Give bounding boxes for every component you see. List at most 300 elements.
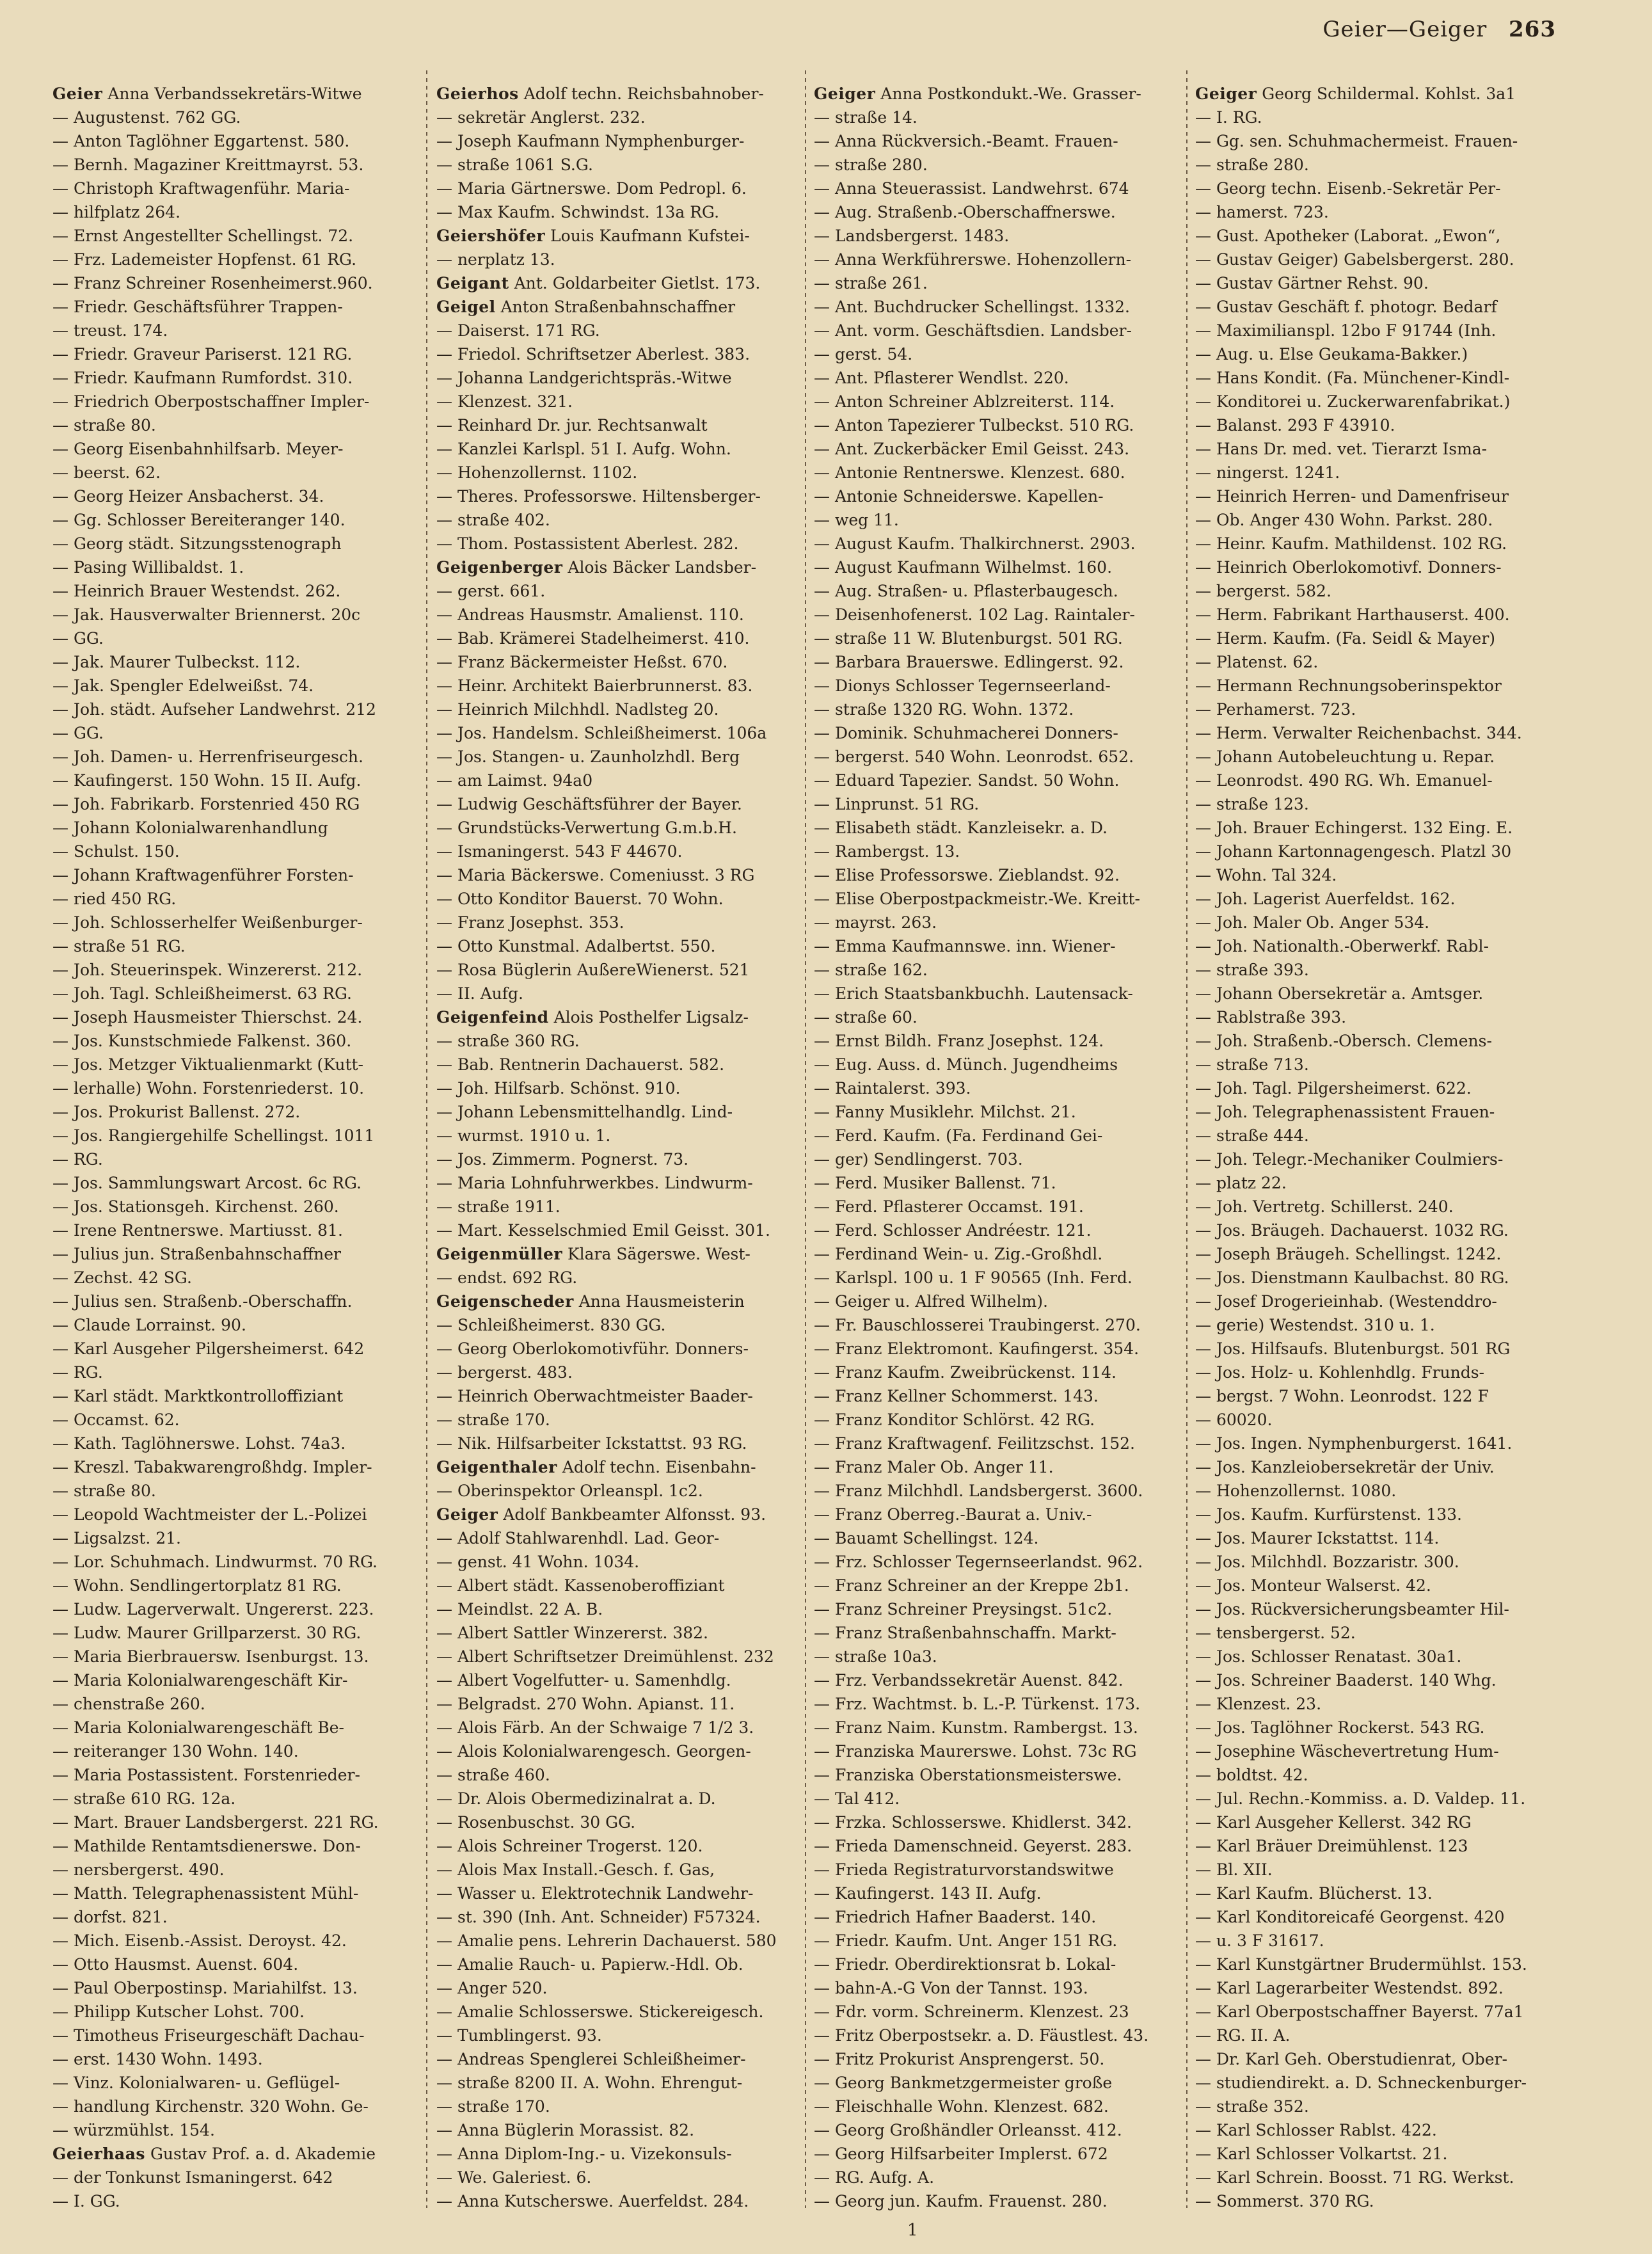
- directory-entry: [436, 1053, 795, 1076]
- directory-entry: [814, 342, 1172, 366]
- directory-entry: [52, 1574, 411, 1597]
- directory-entry: [1195, 1171, 1553, 1195]
- entry-text: Friedr. Kaufmann Rumfordst. 310.: [73, 369, 353, 387]
- directory-entry: [52, 177, 411, 200]
- surname-entry: [1195, 82, 1553, 106]
- entry-text: II. Aufg.: [457, 984, 523, 1003]
- entry-text: Johann Kolonialwarenhandlung: [73, 819, 328, 837]
- directory-entry: [814, 863, 1172, 887]
- directory-entry: [814, 1337, 1172, 1361]
- entry-text: Schulst. 150.: [73, 842, 180, 861]
- directory-entry: [436, 674, 795, 698]
- directory-entry: [814, 627, 1172, 650]
- entry-text: Tumblingerst. 93.: [457, 2026, 602, 2045]
- entry-text: Alois Kolonialwarengesch. Georgen-: [457, 1742, 751, 1761]
- entry-text: Maria Bäckerswe. Comeniusst. 3 RG: [457, 866, 755, 884]
- entry-text: straße 51 RG.: [73, 937, 186, 955]
- directory-entry: [814, 1432, 1172, 1455]
- entry-text: Claude Lorrainst. 90.: [73, 1316, 246, 1334]
- entry-text: Joh. Brauer Echingerst. 132 Eing. E.: [1216, 819, 1513, 837]
- directory-entry: [814, 1005, 1172, 1029]
- directory-entry: [814, 1290, 1172, 1313]
- directory-entry: [1195, 816, 1553, 840]
- directory-entry: [52, 129, 411, 153]
- surname-entry: [436, 224, 795, 248]
- entry-text: hilfplatz 264.: [73, 203, 181, 221]
- directory-entry: [436, 177, 795, 200]
- page-title: Geier—Geiger: [1322, 17, 1488, 42]
- entry-text: Ant. Buchdrucker Schellingst. 1332.: [834, 298, 1130, 316]
- directory-entry: [1195, 1834, 1553, 1858]
- entry-text: Gustav Gärtner Rehst. 90.: [1216, 274, 1429, 292]
- entry-text: Anna Büglerin Morassist. 82.: [457, 2121, 695, 2139]
- entry-text: Karl städt. Marktkontrolloffiziant: [73, 1387, 344, 1405]
- directory-entry: [814, 1455, 1172, 1479]
- directory-entry: [52, 224, 411, 248]
- directory-entry: [1195, 2047, 1553, 2071]
- entry-text: RG.: [73, 1363, 103, 1382]
- directory-entry: [52, 1195, 411, 1219]
- surname-heading: Geigenthaler: [436, 1458, 557, 1476]
- directory-entry: [814, 816, 1172, 840]
- directory-entry: [814, 1124, 1172, 1147]
- surname-heading: Geier: [52, 84, 103, 103]
- directory-entry: [436, 1361, 795, 1384]
- entry-text: Reinhard Dr. jur. Rechtsanwalt: [457, 416, 708, 435]
- entry-text: Bl. XII.: [1216, 1860, 1273, 1879]
- directory-entry: [436, 532, 795, 556]
- directory-entry: [1195, 1929, 1553, 1953]
- directory-entry: [52, 248, 411, 271]
- directory-entry: [814, 1621, 1172, 1645]
- entry-text: Platenst. 62.: [1216, 653, 1319, 671]
- directory-entry: [52, 556, 411, 579]
- entry-text: Adolf techn. Reichsbahnober-: [523, 84, 764, 103]
- entry-text: genst. 41 Wohn. 1034.: [457, 1553, 640, 1571]
- entry-text: Tal 412.: [834, 1789, 900, 1808]
- directory-entry: [52, 745, 411, 769]
- entry-text: Ludwig Geschäftsführer der Bayer.: [457, 795, 742, 813]
- directory-entry: [814, 153, 1172, 177]
- entry-text: Amalie Rauch- u. Papierw.-Hdl. Ob.: [457, 1955, 743, 1974]
- directory-entry: [436, 319, 795, 342]
- entry-text: Franziska Oberstationsmeisterswe.: [834, 1766, 1122, 1784]
- directory-entry: [1195, 1787, 1553, 1810]
- directory-entry: [52, 1290, 411, 1313]
- entry-text: Jos. Rückversicherungsbeamter Hil-: [1216, 1600, 1509, 1619]
- entry-text: Jos. Taglöhner Rockerst. 543 RG.: [1216, 1718, 1485, 1737]
- directory-entry: [52, 579, 411, 603]
- entry-text: Kaufingerst. 143 II. Aufg.: [834, 1884, 1042, 1903]
- directory-entry: [1195, 366, 1553, 390]
- directory-entry: [1195, 1337, 1553, 1361]
- entry-text: Jos. Maurer Ickstattst. 114.: [1216, 1529, 1440, 1547]
- entry-text: Ernst Angestellter Schellingst. 72.: [73, 227, 354, 245]
- directory-entry: [436, 745, 795, 769]
- entry-text: Ob. Anger 430 Wohn. Parkst. 280.: [1216, 511, 1493, 529]
- entry-text: Georg städt. Sitzungsstenograph: [73, 534, 342, 553]
- entry-text: Anger 520.: [457, 1979, 548, 1997]
- directory-column-2: [436, 82, 795, 2213]
- directory-entry: [1195, 1882, 1553, 1905]
- directory-entry: [1195, 982, 1553, 1005]
- entry-text: Franz Oberreg.-Baurat a. Univ.-: [834, 1505, 1092, 1524]
- entry-text: Aug. Straßen- u. Pflasterbaugesch.: [834, 582, 1118, 600]
- directory-entry: [814, 1929, 1172, 1953]
- directory-entry: [1195, 650, 1553, 674]
- directory-entry: [1195, 1100, 1553, 1124]
- entry-text: Jos. Ingen. Nymphenburgerst. 1641.: [1216, 1434, 1513, 1453]
- directory-entry: [1195, 342, 1553, 366]
- directory-entry: [1195, 1408, 1553, 1432]
- entry-text: Karl Oberpostschaffner Bayerst. 77a1: [1216, 2002, 1524, 2021]
- directory-entry: [436, 1384, 795, 1408]
- entry-text: Antonie Rentnerswe. Klenzest. 680.: [834, 463, 1125, 482]
- entry-text: Jos. Milchhdl. Bozzaristr. 300.: [1216, 1553, 1459, 1571]
- entry-text: Jos. Holz- u. Kohlenhdlg. Frunds-: [1216, 1363, 1484, 1382]
- surname-entry: [436, 82, 795, 106]
- directory-entry: [52, 1905, 411, 1929]
- entry-text: Friedol. Schriftsetzer Aberlest. 383.: [457, 345, 751, 364]
- directory-entry: [436, 106, 795, 129]
- directory-entry: [1195, 1905, 1553, 1929]
- entry-text: Jak. Maurer Tulbeckst. 112.: [73, 653, 301, 671]
- directory-entry: [52, 982, 411, 1005]
- directory-entry: [814, 271, 1172, 295]
- entry-text: Emma Kaufmannswe. inn. Wiener-: [834, 937, 1116, 955]
- directory-entry: [1195, 1597, 1553, 1621]
- entry-text: Karlspl. 100 u. 1 F 90565 (Inh. Ferd.: [834, 1268, 1132, 1287]
- directory-entry: [436, 1953, 795, 1976]
- entry-text: Anna Werkführerswe. Hohenzollern-: [834, 250, 1132, 269]
- entry-text: Antonie Schneiderswe. Kapellen-: [834, 487, 1104, 506]
- directory-entry: [436, 627, 795, 650]
- directory-entry: [814, 674, 1172, 698]
- directory-entry: [814, 1905, 1172, 1929]
- entry-text: Jos. Sammlungswart Arcost. 6c RG.: [73, 1174, 362, 1192]
- entry-text: Elisabeth städt. Kanzleisekr. a. D.: [834, 819, 1108, 837]
- entry-text: Schleißheimerst. 830 GG.: [457, 1316, 666, 1334]
- entry-text: Georg techn. Eisenb.-Sekretär Per-: [1216, 179, 1501, 198]
- entry-text: RG.: [73, 1150, 103, 1169]
- entry-text: Fleischhalle Wohn. Klenzest. 682.: [834, 2097, 1109, 2116]
- directory-entry: [1195, 1266, 1553, 1290]
- entry-text: Otto Kunstmal. Adalbertst. 550.: [457, 937, 716, 955]
- directory-entry: [436, 484, 795, 508]
- surname-entry: [436, 1455, 795, 1479]
- directory-entry: [52, 484, 411, 508]
- directory-entry: [52, 532, 411, 556]
- directory-entry: [436, 1668, 795, 1692]
- directory-entry: [436, 1124, 795, 1147]
- directory-entry: [52, 342, 411, 366]
- entry-text: Frzka. Schlosserswe. Khidlerst. 342.: [834, 1813, 1132, 1832]
- directory-entry: [436, 698, 795, 721]
- entry-text: Heinrich Oberwachtmeister Baader-: [457, 1387, 753, 1405]
- entry-text: Karl Bräuer Dreimühlenst. 123: [1216, 1837, 1468, 1855]
- entry-text: Maria Kolonialwarengeschäft Be-: [73, 1718, 344, 1737]
- directory-entry: [1195, 106, 1553, 129]
- directory-entry: [1195, 958, 1553, 982]
- entry-text: Perhamerst. 723.: [1216, 700, 1356, 719]
- directory-entry: [52, 1432, 411, 1455]
- page-footer-mark: 1: [907, 2221, 918, 2240]
- entry-text: Pasing Willibaldst. 1.: [73, 558, 244, 577]
- directory-entry: [1195, 934, 1553, 958]
- directory-entry: [436, 1550, 795, 1574]
- directory-entry: [1195, 153, 1553, 177]
- entry-text: straße 610 RG. 12a.: [73, 1789, 236, 1808]
- entry-text: straße 280.: [1216, 156, 1309, 174]
- entry-text: Julius sen. Straßenb.-Oberschaffn.: [73, 1292, 353, 1311]
- directory-entry: [814, 1361, 1172, 1384]
- directory-entry: [52, 627, 411, 650]
- directory-entry: [52, 840, 411, 863]
- entry-text: boldtst. 42.: [1216, 1766, 1308, 1784]
- entry-text: Hohenzollernst. 1102.: [457, 463, 638, 482]
- directory-entry: [814, 129, 1172, 153]
- directory-column-4: [1195, 82, 1553, 2213]
- directory-entry: [1195, 579, 1553, 603]
- entry-text: Timotheus Friseurgeschäft Dachau-: [73, 2026, 365, 2045]
- entry-text: Johann Kraftwagenführer Forsten-: [73, 866, 354, 884]
- directory-entry: [52, 2166, 411, 2189]
- entry-text: Anton Tapezierer Tulbeckst. 510 RG.: [834, 416, 1134, 435]
- directory-entry: [436, 1976, 795, 2000]
- entry-text: Landsbergerst. 1483.: [834, 227, 1010, 245]
- entry-text: endst. 692 RG.: [457, 1268, 578, 1287]
- entry-text: Julius jun. Straßenbahnschaffner: [73, 1245, 341, 1263]
- directory-entry: [52, 2095, 411, 2118]
- directory-entry: [436, 1787, 795, 1810]
- directory-entry: [1195, 1479, 1553, 1503]
- entry-text: RG. II. A.: [1216, 2026, 1291, 2045]
- entry-text: Friedrich Oberpostschaffner Impler-: [73, 392, 370, 411]
- directory-entry: [436, 1929, 795, 1953]
- directory-entry: [814, 295, 1172, 319]
- entry-text: Jos. Monteur Walserst. 42.: [1216, 1576, 1431, 1595]
- entry-text: Herm. Fabrikant Harthauserst. 400.: [1216, 605, 1510, 624]
- entry-text: Maria Gärtnerswe. Dom Pedropl. 6.: [457, 179, 747, 198]
- entry-text: Georg Bankmetzgermeister große: [834, 2074, 1113, 2092]
- entry-text: Alois Max Install.-Gesch. f. Gas,: [457, 1860, 715, 1879]
- entry-text: Amalie Schlosserswe. Stickereigesch.: [457, 2002, 764, 2021]
- entry-text: Augustenst. 762 GG.: [73, 108, 241, 127]
- entry-text: Jos. Schreiner Baaderst. 140 Whg.: [1216, 1671, 1497, 1690]
- entry-text: Josef Drogerieinhab. (Westenddro-: [1216, 1292, 1497, 1311]
- entry-text: Alois Posthelfer Ligsalz-: [553, 1008, 749, 1027]
- directory-entry: [814, 603, 1172, 627]
- entry-text: Franz Schreiner Preysingst. 51c2.: [834, 1600, 1113, 1619]
- entry-text: Gust. Apotheker (Laborat. „Ewon“,: [1216, 227, 1501, 245]
- directory-entry: [436, 1526, 795, 1550]
- entry-text: Dr. Karl Geh. Oberstudienrat, Ober-: [1216, 2050, 1507, 2068]
- directory-entry: [1195, 484, 1553, 508]
- entry-text: Rablstraße 393.: [1216, 1008, 1347, 1027]
- directory-entry: [1195, 887, 1553, 911]
- entry-text: Ferd. Pflasterer Occamst. 191.: [834, 1197, 1084, 1216]
- entry-text: straße 713.: [1216, 1055, 1309, 1074]
- entry-text: Leonrodst. 490 RG. Wh. Emanuel-: [1216, 771, 1493, 790]
- entry-text: Albert städt. Kassenoberoffiziant: [457, 1576, 725, 1595]
- directory-entry: [52, 200, 411, 224]
- entry-text: Herm. Kaufm. (Fa. Seidl & Mayer): [1216, 629, 1496, 648]
- directory-entry: [52, 603, 411, 627]
- entry-text: ried 450 RG.: [73, 890, 177, 908]
- entry-text: Wohn. Tal 324.: [1216, 866, 1337, 884]
- directory-entry: [52, 413, 411, 437]
- entry-text: Andreas Hausmstr. Amalienst. 110.: [457, 605, 744, 624]
- directory-entry: [52, 887, 411, 911]
- entry-text: Franz Bäckermeister Heßst. 670.: [457, 653, 728, 671]
- entry-text: Dominik. Schuhmacherei Donners-: [834, 724, 1118, 742]
- entry-text: bergerst. 540 Wohn. Leonrodst. 652.: [834, 747, 1134, 766]
- directory-entry: [52, 271, 411, 295]
- entry-text: Hohenzollernst. 1080.: [1216, 1482, 1397, 1500]
- entry-text: Frz. Lademeister Hopfenst. 61 RG.: [73, 250, 357, 269]
- directory-entry: [436, 1432, 795, 1455]
- entry-text: Franz Kraftwagenf. Feilitzschst. 152.: [834, 1434, 1136, 1453]
- directory-entry: [436, 579, 795, 603]
- entry-text: Joseph Kaufmann Nymphenburger-: [457, 132, 745, 150]
- column-divider: [1186, 70, 1187, 2208]
- entry-text: Bab. Krämerei Stadelheimerst. 410.: [457, 629, 750, 648]
- entry-text: Adolf techn. Eisenbahn-: [562, 1458, 756, 1476]
- entry-text: Christoph Kraftwagenführ. Maria-: [73, 179, 350, 198]
- directory-entry: [436, 1266, 795, 1290]
- entry-text: Hans Dr. med. vet. Tierarzt Isma-: [1216, 440, 1488, 458]
- directory-entry: [52, 1929, 411, 1953]
- entry-text: straße 280.: [834, 156, 928, 174]
- directory-entry: [436, 390, 795, 413]
- directory-entry: [436, 863, 795, 887]
- directory-entry: [436, 413, 795, 437]
- directory-entry: [814, 911, 1172, 934]
- directory-entry: [814, 366, 1172, 390]
- entry-text: Kreszl. Tabakwarengroßhdg. Impler-: [73, 1458, 372, 1476]
- surname-entry: [436, 556, 795, 579]
- directory-entry: [52, 1171, 411, 1195]
- entry-text: nersbergerst. 490.: [73, 1860, 225, 1879]
- directory-entry: [52, 958, 411, 982]
- directory-entry: [52, 650, 411, 674]
- directory-entry: [1195, 556, 1553, 579]
- directory-entry: [436, 461, 795, 484]
- entry-text: Adolf Bankbeamter Alfonsst. 93.: [503, 1505, 766, 1524]
- directory-entry: [52, 1787, 411, 1810]
- directory-entry: [814, 2000, 1172, 2024]
- entry-text: Franz Naim. Kunstm. Rambergst. 13.: [834, 1718, 1138, 1737]
- entry-text: Hans Kondit. (Fa. Münchener-Kindl-: [1216, 369, 1510, 387]
- entry-text: Joh. Steuerinspek. Winzererst. 212.: [73, 961, 363, 979]
- directory-entry: [436, 1029, 795, 1053]
- directory-entry: [436, 437, 795, 461]
- directory-entry: [1195, 840, 1553, 863]
- entry-text: Ferd. Kaufm. (Fa. Ferdinand Gei-: [834, 1126, 1103, 1145]
- entry-text: Johanna Landgerichtspräs.-Witwe: [457, 369, 732, 387]
- directory-entry: [52, 1029, 411, 1053]
- entry-text: Georg Heizer Ansbacherst. 34.: [73, 487, 324, 506]
- directory-entry: [814, 1810, 1172, 1834]
- directory-entry: [436, 1882, 795, 1905]
- entry-text: Frieda Damenschneid. Geyerst. 283.: [834, 1837, 1132, 1855]
- entry-text: gerst. 661.: [457, 582, 546, 600]
- directory-entry: [52, 1621, 411, 1645]
- directory-entry: [52, 1479, 411, 1503]
- directory-entry: [436, 650, 795, 674]
- entry-text: Raintalerst. 393.: [834, 1079, 971, 1098]
- directory-entry: [1195, 437, 1553, 461]
- directory-entry: [1195, 1953, 1553, 1976]
- directory-entry: [814, 579, 1172, 603]
- directory-entry: [52, 1953, 411, 1976]
- entry-text: straße 261.: [834, 274, 928, 292]
- directory-entry: [814, 1716, 1172, 1739]
- entry-text: Franz Schreiner Rosenheimerst.960.: [73, 274, 373, 292]
- directory-entry: [52, 2024, 411, 2047]
- directory-entry: [52, 2000, 411, 2024]
- directory-entry: [52, 1739, 411, 1763]
- directory-entry: [436, 1597, 795, 1621]
- entry-text: gerie) Westendst. 310 u. 1.: [1216, 1316, 1435, 1334]
- entry-text: Josephine Wäschevertretung Hum-: [1216, 1742, 1499, 1761]
- directory-entry: [436, 2000, 795, 2024]
- entry-text: Ismaningerst. 543 F 44670.: [457, 842, 683, 861]
- entry-text: straße 360 RG.: [457, 1032, 580, 1050]
- directory-entry: [1195, 1574, 1553, 1597]
- entry-text: Max Kaufm. Schwindst. 13a RG.: [457, 203, 720, 221]
- entry-text: weg 11.: [834, 511, 899, 529]
- directory-entry: [1195, 1053, 1553, 1076]
- entry-text: Meindlst. 22 A. B.: [457, 1600, 603, 1619]
- entry-text: Albert Schriftsetzer Dreimühlenst. 232: [457, 1647, 774, 1666]
- directory-entry: [1195, 698, 1553, 721]
- entry-text: Joh. Tagl. Schleißheimerst. 63 RG.: [73, 984, 352, 1003]
- directory-entry: [52, 1550, 411, 1574]
- directory-entry: [436, 2166, 795, 2189]
- directory-entry: [436, 1100, 795, 1124]
- entry-text: straße 170.: [457, 2097, 550, 2116]
- directory-entry: [436, 1739, 795, 1763]
- directory-entry: [436, 2071, 795, 2095]
- entry-text: GG.: [73, 724, 104, 742]
- directory-entry: [1195, 2189, 1553, 2213]
- entry-text: Heinr. Kaufm. Mathildenst. 102 RG.: [1216, 534, 1507, 553]
- entry-text: Fanny Musiklehr. Milchst. 21.: [834, 1103, 1076, 1121]
- surname-heading: Geierhos: [436, 84, 519, 103]
- entry-text: Karl Schlosser Rablst. 422.: [1216, 2121, 1437, 2139]
- entry-text: Anna Diplom-Ing.- u. Vizekonsuls-: [457, 2145, 732, 2163]
- entry-text: We. Galeriest. 6.: [457, 2168, 592, 2187]
- directory-entry: [436, 1905, 795, 1929]
- directory-entry: [52, 2071, 411, 2095]
- directory-entry: [1195, 721, 1553, 745]
- entry-text: Irene Rentnerswe. Martiusst. 81.: [73, 1221, 343, 1240]
- directory-entry: [814, 2024, 1172, 2047]
- entry-text: Jos. Dienstmann Kaulbachst. 80 RG.: [1216, 1268, 1509, 1287]
- entry-text: Georg Eisenbahnhilfsarb. Meyer-: [73, 440, 344, 458]
- surname-heading: Geigenmüller: [436, 1245, 563, 1263]
- directory-entry: [814, 792, 1172, 816]
- directory-entry: [436, 721, 795, 745]
- entry-text: Aug. Straßenb.-Oberschaffnerswe.: [834, 203, 1116, 221]
- directory-entry: [1195, 1645, 1553, 1668]
- entry-text: Franz Kaufm. Zweibrückenst. 114.: [834, 1363, 1117, 1382]
- directory-entry: [436, 1195, 795, 1219]
- directory-entry: [52, 1076, 411, 1100]
- directory-entry: [1195, 1716, 1553, 1739]
- directory-entry: [814, 532, 1172, 556]
